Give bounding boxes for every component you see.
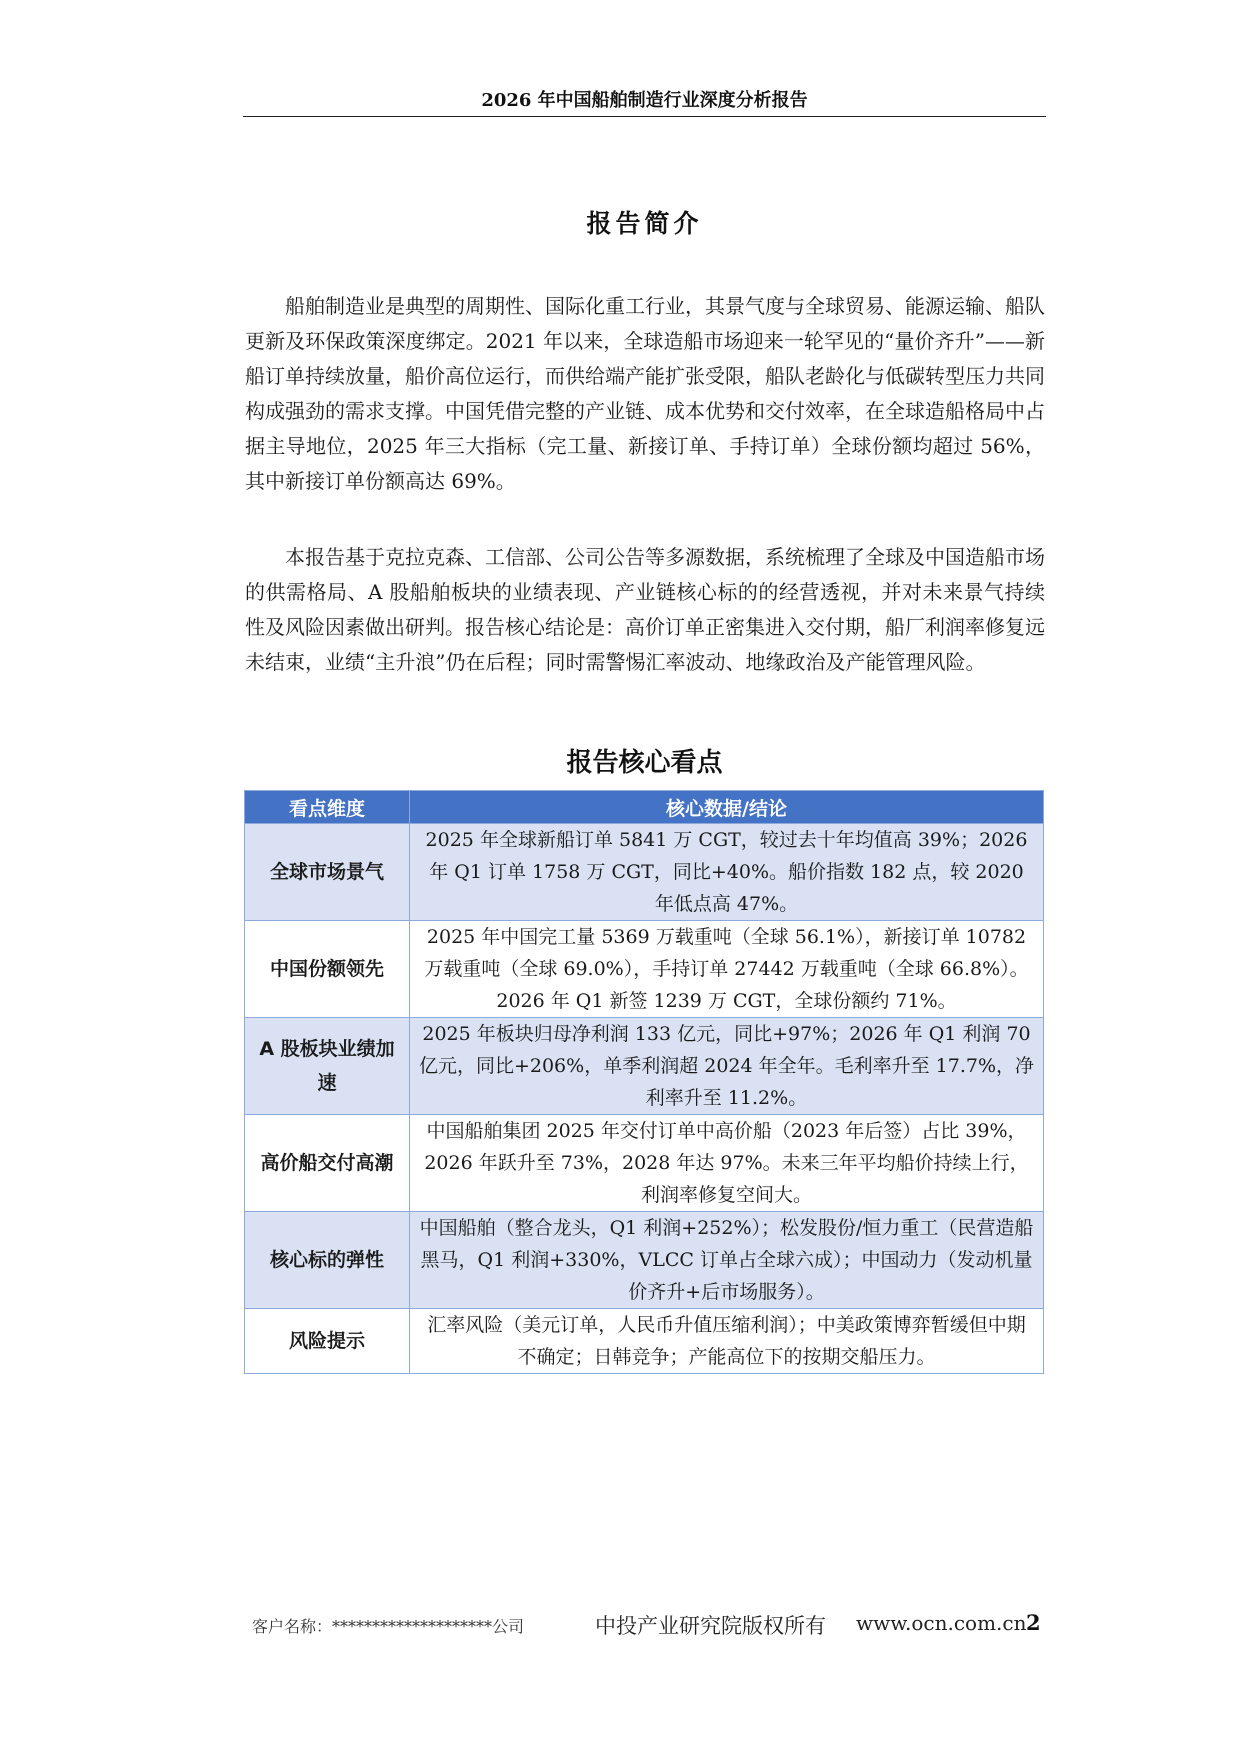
footer-copyright: 中投产业研究院版权所有: [595, 1614, 826, 1638]
table-row: [245, 1212, 1044, 1309]
table-row: [245, 1018, 1044, 1115]
footer-website-link[interactable]: www.ocn.com.cn: [856, 1611, 1027, 1635]
column-header-content: 核心数据/结论: [410, 791, 1044, 824]
row-dimension: 风险提示: [245, 1309, 410, 1374]
row-content: 中国船舶（整合龙头，Q1 利润+252%）；松发股份/恒力重工（民营造船黑马，Q1 利润+330%，VLCC 订单占全球六成）；中国动力（发动机量价齐升+后市场服务）。: [410, 1212, 1044, 1309]
row-content: 汇率风险（美元订单，人民币升值压缩利润）；中美政策博弈暂缓但中期不确定；日韩竞争；产能高位下的按期交船压力。: [410, 1309, 1044, 1374]
intro-paragraph-1: 船舶制造业是典型的周期性、国际化重工行业，其景气度与全球贸易、能源运输、船队更新及环保政策深度绑定。2021 年以来，全球造船市场迎来一轮罕见的“量价齐升”——新船订单持续放量，船价高位运行，而供给端产能扩张受限，船队老龄化与低碳转型压力共同构成强劲的需求支撑。中国凭借完整的产业链、成本优势和交付效率，在全球造船格局中占据主导地位，2025 年三大指标（完工量、新接订单、手持订单）全球份额均超过 56%，其中新接订单份额高达 69%。: [245, 294, 1045, 493]
row-content: 中国船舶集团 2025 年交付订单中高价船（2023 年后签）占比 39%，2026 年跃升至 73%，2028 年达 97%。未来三年平均船价持续上行，利润率修复空间大。: [410, 1115, 1044, 1212]
row-dimension: 中国份额领先: [245, 921, 410, 1018]
table-row: [245, 1309, 1044, 1374]
intro-title: 报告简介: [586, 209, 703, 238]
running-header: 2026 年中国船舶制造行业深度分析报告: [243, 86, 1046, 117]
row-dimension: 高价船交付高潮: [245, 1115, 410, 1212]
row-content: 2025 年中国完工量 5369 万载重吨（全球 56.1%），新接订单 10782 万载重吨（全球 69.0%），手持订单 27442 万载重吨（全球 66.8%）。2026 年 Q1 新签 1239 万 CGT，全球份额约 71%。: [410, 921, 1044, 1018]
table-row: [245, 921, 1044, 1018]
row-dimension: 全球市场景气: [245, 824, 410, 921]
table-header-row: [245, 791, 1044, 824]
intro-paragraph-2: 本报告基于克拉克森、工信部、公司公告等多源数据，系统梳理了全球及中国造船市场的供需格局、A 股船舶板块的业绩表现、产业链核心标的的经营透视，并对未来景气持续性及风险因素做出研判。报告核心结论是：高价订单正密集进入交付期，船厂利润率修复远未结束，业绩“主升浪”仍在后程；同时需警惕汇率波动、地缘政治及产能管理风险。: [245, 545, 1045, 674]
table-row: [245, 1115, 1044, 1212]
highlights-title: 报告核心看点: [566, 748, 723, 778]
table-row: [245, 824, 1044, 921]
row-dimension: 核心标的弹性: [245, 1212, 410, 1309]
row-dimension: A 股板块业绩加速: [245, 1018, 410, 1115]
row-content: 2025 年板块归母净利润 133 亿元，同比+97%；2026 年 Q1 利润 70 亿元，同比+206%，单季利润超 2024 年全年。毛利率升至 17.7%，净利率升至 11.2%。: [410, 1018, 1044, 1115]
page-footer: [250, 1610, 1050, 1640]
row-content: 2025 年全球新船订单 5841 万 CGT，较过去十年均值高 39%；2026 年 Q1 订单 1758 万 CGT，同比+40%。船价指数 182 点，较 2020 年低点高 47%。: [410, 824, 1044, 921]
footer-client-name: 客户名称：********************公司: [252, 1617, 525, 1636]
page-number: 2: [1026, 1610, 1041, 1635]
column-header-dimension: 看点维度: [245, 791, 410, 824]
highlights-table: [244, 790, 1044, 1374]
